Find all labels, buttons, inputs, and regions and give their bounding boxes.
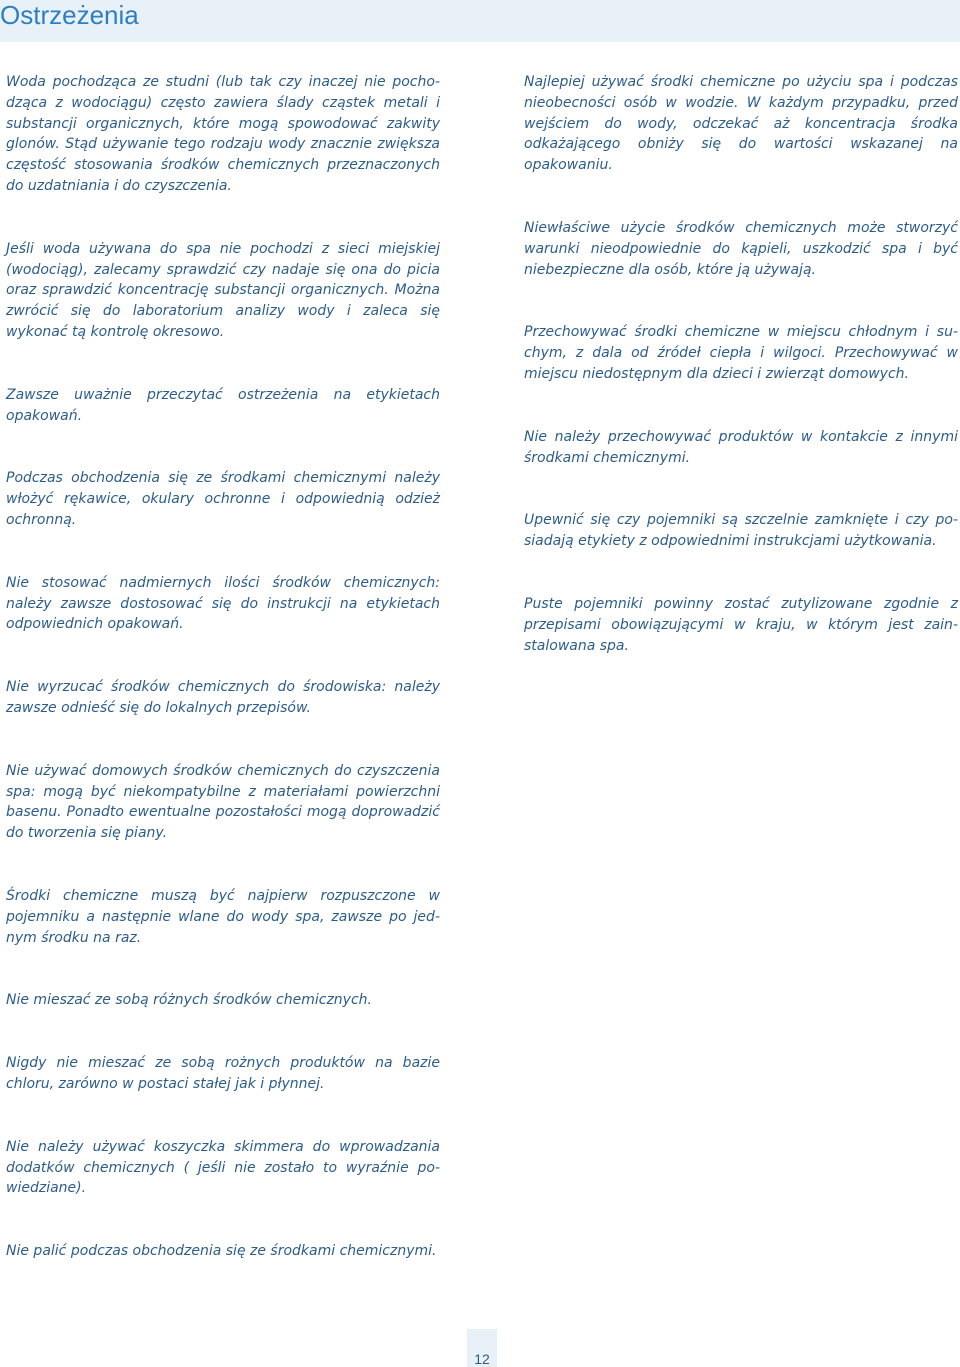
- paragraph-improper-use: Niewłaściwe użycie środków chemicznych może stworzyć warunki nieodpowiednie do kąpieli, uszkodzić spa i być niebezpieczne dla osób, które ją używają.: [524, 219, 958, 278]
- paragraph-no-dumping: Nie wyrzucać środków chemicznych do środowiska: należy zawsze odnieść się do lokalnych przepisów.: [6, 679, 440, 716]
- paragraph-use-after-spa: Najlepiej używać środki chemiczne po użyciu spa i podczas nieobecności osób w wodzie. W każdym przypadku, przed wejściem do wody, odczekać aż koncentracja środka odkażającego obniży się do wartości wskazanej na opakowaniu.: [524, 74, 958, 174]
- paragraph-no-skimmer-basket: Nie należy używać koszyczka skimmera do wprowadzania dodatków chemicznych ( jeśli nie zostało to wyraźnie powiedziane).: [6, 1138, 440, 1197]
- paragraph-no-mixing-chlorine: Nigdy nie mieszać ze sobą rożnych produktów na bazie chloru, zarówno w postaci stałej jak i płynnej.: [6, 1055, 440, 1092]
- left-column: [6, 72, 440, 1262]
- page-number: 12: [474, 1351, 490, 1367]
- paragraph-read-warnings: Zawsze uważnie przeczytać ostrzeżenia na etykietach opakowań.: [6, 386, 440, 424]
- paragraph-dissolve-first: Środki chemiczne muszą być najpierw rozpuszczone w pojemniku a następnie wlane do wody spa, zawsze po jednym środku na raz.: [6, 887, 440, 946]
- paragraph-sealed-containers: Upewnić się czy pojemniki są szczelnie zamknięte i czy posiadają etykiety z odpowiednimi instrukcjami użytkowania.: [524, 512, 958, 550]
- paragraph-no-contact-storage: Nie należy przechowywać produktów w kontakcie z innymi środkami chemicznymi.: [524, 428, 958, 466]
- paragraph-empty-containers: Puste pojemniki powinny zostać zutylizowane zgodnie z przepisami obowiązującymi w kraju, w którym jest zainstalowana spa.: [524, 595, 958, 654]
- paragraph-well-water: Woda pochodząca ze studni (lub tak czy inaczej nie pochodząca z wodociągu) często zawiera ślady cząstek metali i substancji organicznych, które mogą spowodować zakwity glonów. Stąd używanie tego rodzaju wody znacznie zwiększa częstość stosowania środków chemicznych przeznaczonych do uzdatniania i do czyszczenia.: [6, 74, 440, 194]
- paragraph-protective-gear: Podczas obchodzenia się ze środkami chemicznymi należy włożyć rękawice, okulary ochronne i odpowiednią odzież ochronną.: [6, 470, 440, 528]
- paragraph-storage: Przechowywać środki chemiczne w miejscu chłodnym i suchym, z dala od źródeł ciepła i wilgoci. Przechowywać w miejscu niedostępnym dla dzieci i zwierząt domowych.: [524, 324, 958, 382]
- paragraph-no-smoking: Nie palić podczas obchodzenia się ze środkami chemicznymi.: [6, 1243, 437, 1260]
- paragraph-no-household-chemicals: Nie używać domowych środków chemicznych do czyszczenia spa: mogą być niekompatybilne z materiałami powierzchni basenu. Ponadto ewentualne pozostałości mogą doprowadzić do tworzenia się piany.: [6, 762, 440, 842]
- right-column: [524, 72, 958, 656]
- paragraph-no-mixing: Nie mieszać ze sobą różnych środków chemicznych.: [6, 992, 372, 1009]
- paragraph-water-source-check: Jeśli woda używana do spa nie pochodzi z sieci miejskiej (wodociąg), zalecamy sprawdzić czy nadaje się ona do picia oraz sprawdzić koncentrację substancji organicznych. Można zwrócić się do laboratorium analizy wody i zaleca się wykonać tą kontrolę okresowo.: [6, 240, 440, 340]
- header-band: [0, 0, 960, 42]
- paragraph-no-excess-chemicals: Nie stosować nadmiernych ilości środków chemicznych: należy zawsze dostosować się do instrukcji na etykietach odpowiednich opakowań.: [6, 574, 440, 633]
- page-title: Ostrzeżenia: [0, 0, 139, 30]
